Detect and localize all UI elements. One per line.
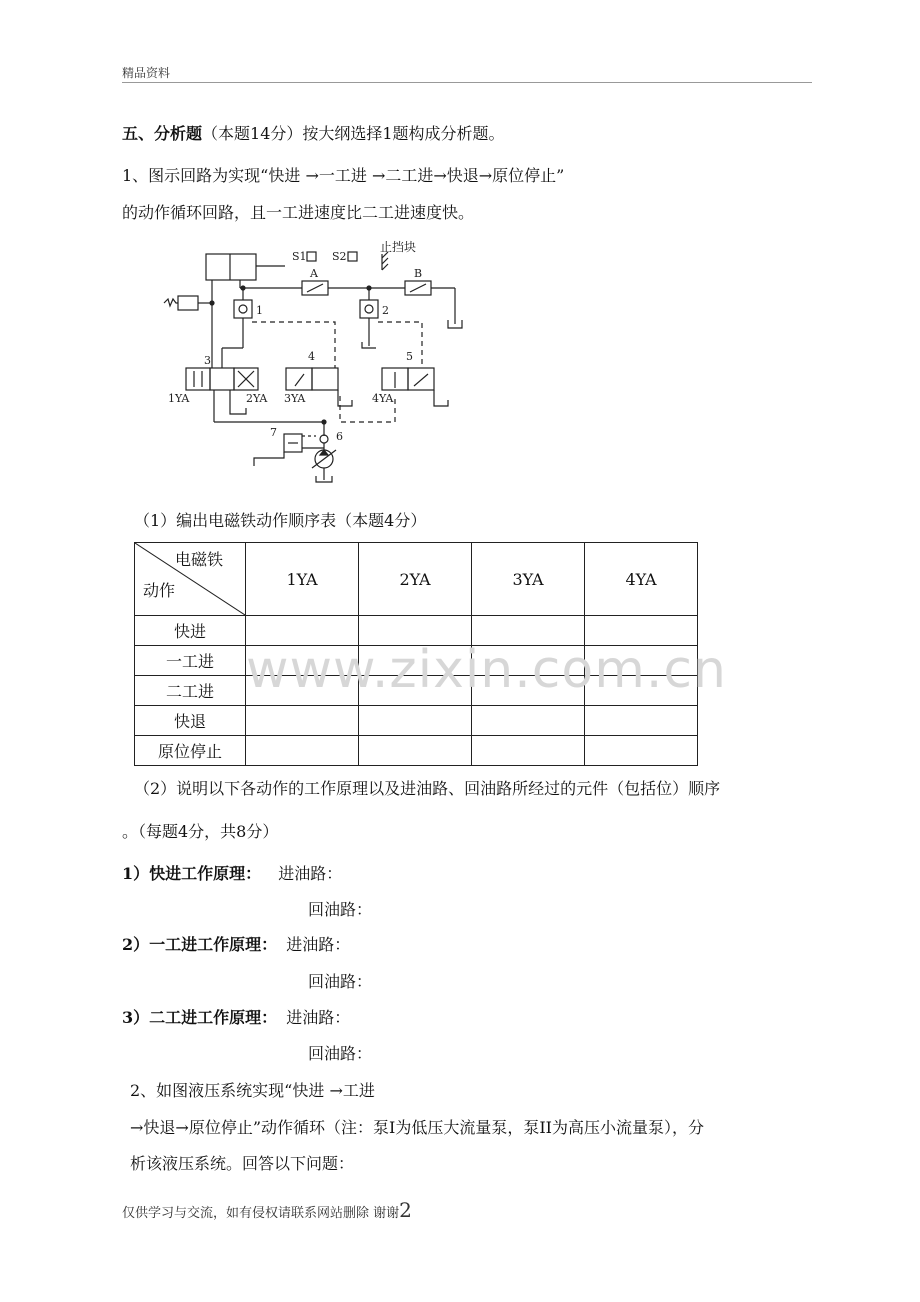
answer-3-out-label: 回油路：	[308, 1044, 373, 1063]
tank-7	[254, 452, 284, 466]
part2-line1: （2）说明以下各动作的工作原理以及进油路、回油路所经过的元件（包括位）顺序	[134, 779, 721, 798]
table-row	[135, 736, 698, 766]
answer-1-title: 1）快进工作原理：	[122, 864, 262, 883]
table-corner-cell	[135, 543, 246, 616]
directional-valve-4-left	[286, 368, 312, 390]
footer-text: 仅供学习与交流，如有侵权请联系网站删除 谢谢	[122, 1206, 400, 1221]
q2-line1: 2、如图液压系统实现“快进 →工进	[130, 1081, 375, 1100]
section-heading	[122, 124, 505, 144]
table-cell[interactable]	[246, 736, 359, 766]
label-6: 6	[336, 430, 343, 443]
row-header: 一工进	[135, 646, 246, 676]
answer-3-in-label: 进油路：	[286, 1008, 351, 1027]
directional-valve-3-left	[186, 368, 210, 390]
part1-label: （1）编出电磁铁动作顺序表（本题4分）	[134, 511, 427, 530]
column-header: 1YA	[246, 543, 359, 616]
check-valve-6	[320, 435, 328, 443]
label-1: 1	[256, 304, 263, 317]
hydraulic-circuit-diagram	[150, 236, 470, 488]
q1-line1: 1、图示回路为实现“快进 →一工进 →二工进→快退→原位停止”	[122, 166, 565, 185]
answer-2-in-label: 进油路：	[286, 935, 351, 954]
answer-2-row	[122, 935, 350, 955]
directional-valve-4-right	[312, 368, 338, 390]
table-cell[interactable]	[472, 706, 585, 736]
q1-line2: 的动作循环回路，且一工进速度比二工进速度快。	[122, 203, 475, 222]
label-2: 2	[382, 304, 389, 317]
column-header: 4YA	[585, 543, 698, 616]
label-7: 7	[270, 426, 277, 439]
label-b: B	[414, 267, 423, 280]
label-s2: S2	[332, 250, 347, 263]
check-valve-2	[360, 300, 378, 318]
label-a: A	[310, 267, 318, 280]
limit-switch-s2	[348, 252, 357, 261]
answer-1-row	[122, 864, 342, 884]
corner-top-label: 电磁铁	[174, 550, 223, 569]
row-header: 快退	[135, 706, 246, 736]
label-4ya: 4YA	[372, 392, 394, 405]
table-cell[interactable]	[585, 706, 698, 736]
limit-switch-s1	[307, 252, 316, 261]
column-header: 3YA	[472, 543, 585, 616]
check-valve-1	[234, 300, 252, 318]
table-cell[interactable]	[585, 736, 698, 766]
corner-bottom-label: 动作	[143, 581, 176, 600]
answer-3-title: 3）二工进工作原理：	[122, 1008, 278, 1027]
table-row	[135, 706, 698, 736]
label-s1: S1	[292, 250, 307, 263]
watermark: www.zixin.com.cn	[246, 640, 727, 700]
section-note: （本题14分）按大纲选择1题构成分析题。	[202, 124, 505, 143]
footer	[122, 1198, 412, 1222]
tank-3	[230, 390, 246, 414]
label-4: 4	[308, 350, 315, 363]
directional-valve-3-center	[210, 368, 234, 390]
part2-line2: 。（每题4分，共8分）	[122, 822, 279, 841]
column-header: 2YA	[359, 543, 472, 616]
row-header: 快进	[135, 616, 246, 646]
header-label: 精品资料	[122, 66, 171, 80]
answer-2-out-label: 回油路：	[308, 972, 373, 991]
page-number: 2	[399, 1198, 412, 1222]
section-title: 五、分析题	[122, 124, 203, 143]
q2-line3: 析该液压系统。回答以下问题：	[130, 1154, 355, 1173]
row-header: 二工进	[135, 676, 246, 706]
label-3: 3	[204, 354, 211, 367]
pressure-switch	[178, 296, 198, 310]
answer-1-in-label: 进油路：	[278, 864, 343, 883]
table-cell[interactable]	[359, 706, 472, 736]
label-1ya: 1YA	[168, 392, 190, 405]
table-cell[interactable]	[359, 736, 472, 766]
header-divider	[122, 82, 812, 83]
label-stop-block: 止挡块	[380, 240, 417, 254]
answer-3-row	[122, 1008, 350, 1028]
tank-5	[434, 390, 448, 406]
cylinder	[206, 254, 256, 280]
label-3ya: 3YA	[284, 392, 306, 405]
label-2ya: 2YA	[246, 392, 268, 405]
row-header: 原位停止	[135, 736, 246, 766]
answer-2-title: 2）一工进工作原理：	[122, 935, 278, 954]
table-cell[interactable]	[246, 706, 359, 736]
directional-valve-5-right	[408, 368, 434, 390]
table-cell[interactable]	[472, 736, 585, 766]
q2-line2: →快退→原位停止”动作循环（注：泵I为低压大流量泵，泵II为高压小流量泵），分	[130, 1118, 704, 1137]
label-5: 5	[406, 350, 413, 363]
answer-1-out-label: 回油路：	[308, 900, 373, 919]
